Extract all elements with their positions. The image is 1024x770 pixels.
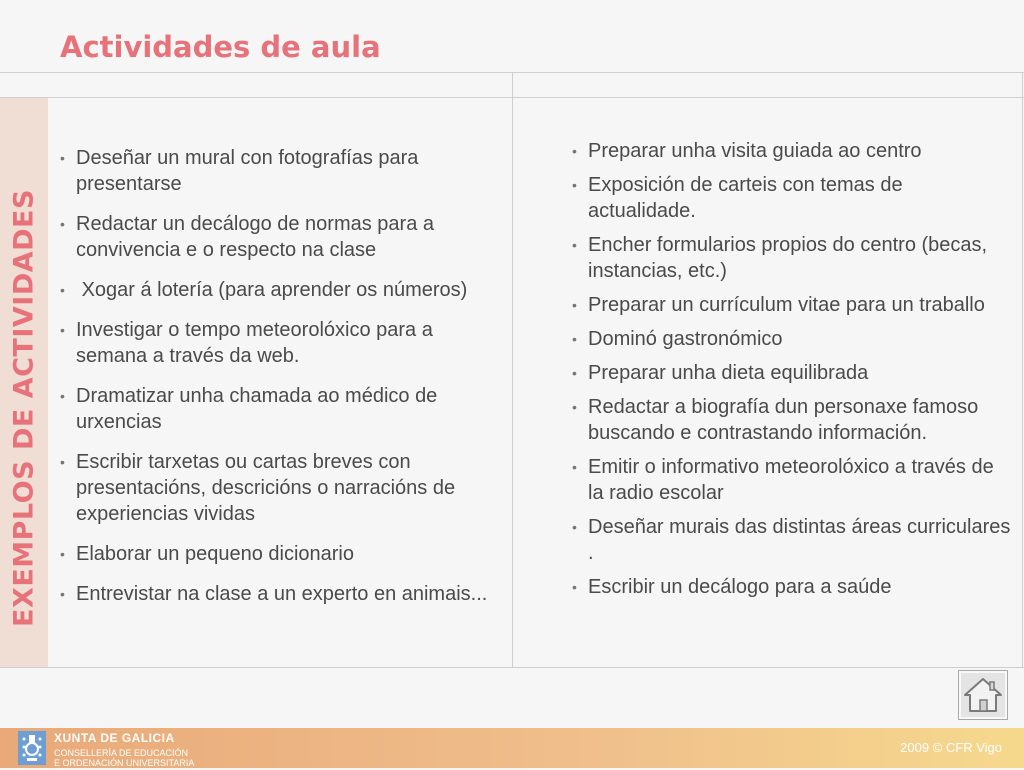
list-item bbox=[572, 394, 1012, 446]
bullet-icon: • bbox=[60, 454, 65, 470]
right-activity-list bbox=[572, 138, 1012, 608]
column-divider bbox=[512, 73, 513, 667]
list-item bbox=[60, 449, 500, 527]
list-item bbox=[572, 172, 1012, 224]
list-item bbox=[60, 541, 500, 567]
left-activity-list bbox=[60, 145, 500, 621]
org-line-1: CONSELLERÍA DE EDUCACIÓN bbox=[54, 748, 189, 758]
home-button[interactable] bbox=[958, 670, 1008, 720]
bullet-icon: • bbox=[60, 216, 65, 232]
side-label-band bbox=[0, 98, 48, 667]
bullet-icon: • bbox=[572, 579, 577, 595]
list-item bbox=[60, 277, 500, 303]
xunta-logo bbox=[18, 731, 46, 765]
side-label: EXEMPLOS DE ACTIVIDADES bbox=[8, 189, 40, 627]
list-item-text: Elaborar un pequeno dicionario bbox=[76, 543, 354, 565]
bullet-icon: • bbox=[572, 331, 577, 347]
bullet-icon: • bbox=[572, 297, 577, 313]
list-item bbox=[572, 232, 1012, 284]
bullet-icon: • bbox=[572, 399, 577, 415]
list-item-text: Escribir tarxetas ou cartas breves con presentacións, descricións o narracións de experiencias vividas bbox=[76, 451, 456, 525]
list-item bbox=[60, 581, 500, 607]
list-item-text: Entrevistar na clase a un experto en animais... bbox=[76, 583, 488, 605]
bullet-icon: • bbox=[572, 365, 577, 381]
list-item bbox=[572, 574, 1012, 600]
list-item-text: Redactar a biografía dun personaxe famoso buscando e contrastando información. bbox=[588, 396, 979, 444]
list-item bbox=[60, 145, 500, 197]
bullet-icon: • bbox=[572, 143, 577, 159]
list-item-text: Preparar unha dieta equilibrada bbox=[588, 362, 869, 384]
copyright: 2009 © CFR Vigo bbox=[900, 740, 1002, 755]
list-item-text: Encher formularios propios do centro (becas, instancias, etc.) bbox=[588, 234, 988, 282]
org-subtitle bbox=[54, 748, 234, 768]
list-item-text: Dominó gastronómico bbox=[588, 328, 783, 350]
list-item bbox=[572, 138, 1012, 164]
footer-bar bbox=[0, 728, 1024, 768]
list-item-text: Redactar un decálogo de normas para a convivencia e o respecto na clase bbox=[76, 213, 435, 261]
coat-of-arms-icon bbox=[18, 731, 46, 765]
list-item-text: Preparar unha visita guiada ao centro bbox=[588, 140, 922, 162]
org-name: XUNTA DE GALICIA bbox=[54, 731, 175, 745]
list-item bbox=[572, 514, 1012, 566]
bullet-icon: • bbox=[572, 237, 577, 253]
org-line-2: E ORDENACIÓN UNIVERSITARIA bbox=[54, 758, 195, 768]
home-icon bbox=[959, 671, 1007, 719]
list-item-text: Dramatizar unha chamada ao médico de urxencias bbox=[76, 385, 438, 433]
bullet-icon: • bbox=[60, 586, 65, 602]
list-item-text: Deseñar un mural con fotografías para presentarse bbox=[76, 147, 419, 195]
bullet-icon: • bbox=[60, 322, 65, 338]
bullet-icon: • bbox=[572, 177, 577, 193]
bullet-icon: • bbox=[60, 546, 65, 562]
list-item bbox=[60, 317, 500, 369]
bullet-icon: • bbox=[572, 519, 577, 535]
list-item-text: Xogar á lotería (para aprender os números) bbox=[76, 279, 468, 301]
table-right-border bbox=[1022, 73, 1023, 667]
list-item bbox=[572, 326, 1012, 352]
bullet-icon: • bbox=[60, 388, 65, 404]
list-item-text: Exposición de carteis con temas de actualidade. bbox=[588, 174, 903, 222]
bullet-icon: • bbox=[60, 282, 65, 298]
list-item bbox=[572, 454, 1012, 506]
bullet-icon: • bbox=[60, 150, 65, 166]
list-item bbox=[60, 211, 500, 263]
list-item-text: Investigar o tempo meteorolóxico para a semana a través da web. bbox=[76, 319, 433, 367]
bullet-icon: • bbox=[572, 459, 577, 475]
list-item-text: Emitir o informativo meteorolóxico a través de la radio escolar bbox=[588, 456, 994, 504]
list-item bbox=[60, 383, 500, 435]
list-item-text: Escribir un decálogo para a saúde bbox=[588, 576, 892, 598]
list-item-text: Deseñar murais das distintas áreas curriculares . bbox=[588, 516, 1011, 564]
slide-title: Actividades de aula bbox=[60, 30, 381, 64]
list-item bbox=[572, 292, 1012, 318]
list-item bbox=[572, 360, 1012, 386]
list-item-text: Preparar un currículum vitae para un traballo bbox=[588, 294, 985, 316]
